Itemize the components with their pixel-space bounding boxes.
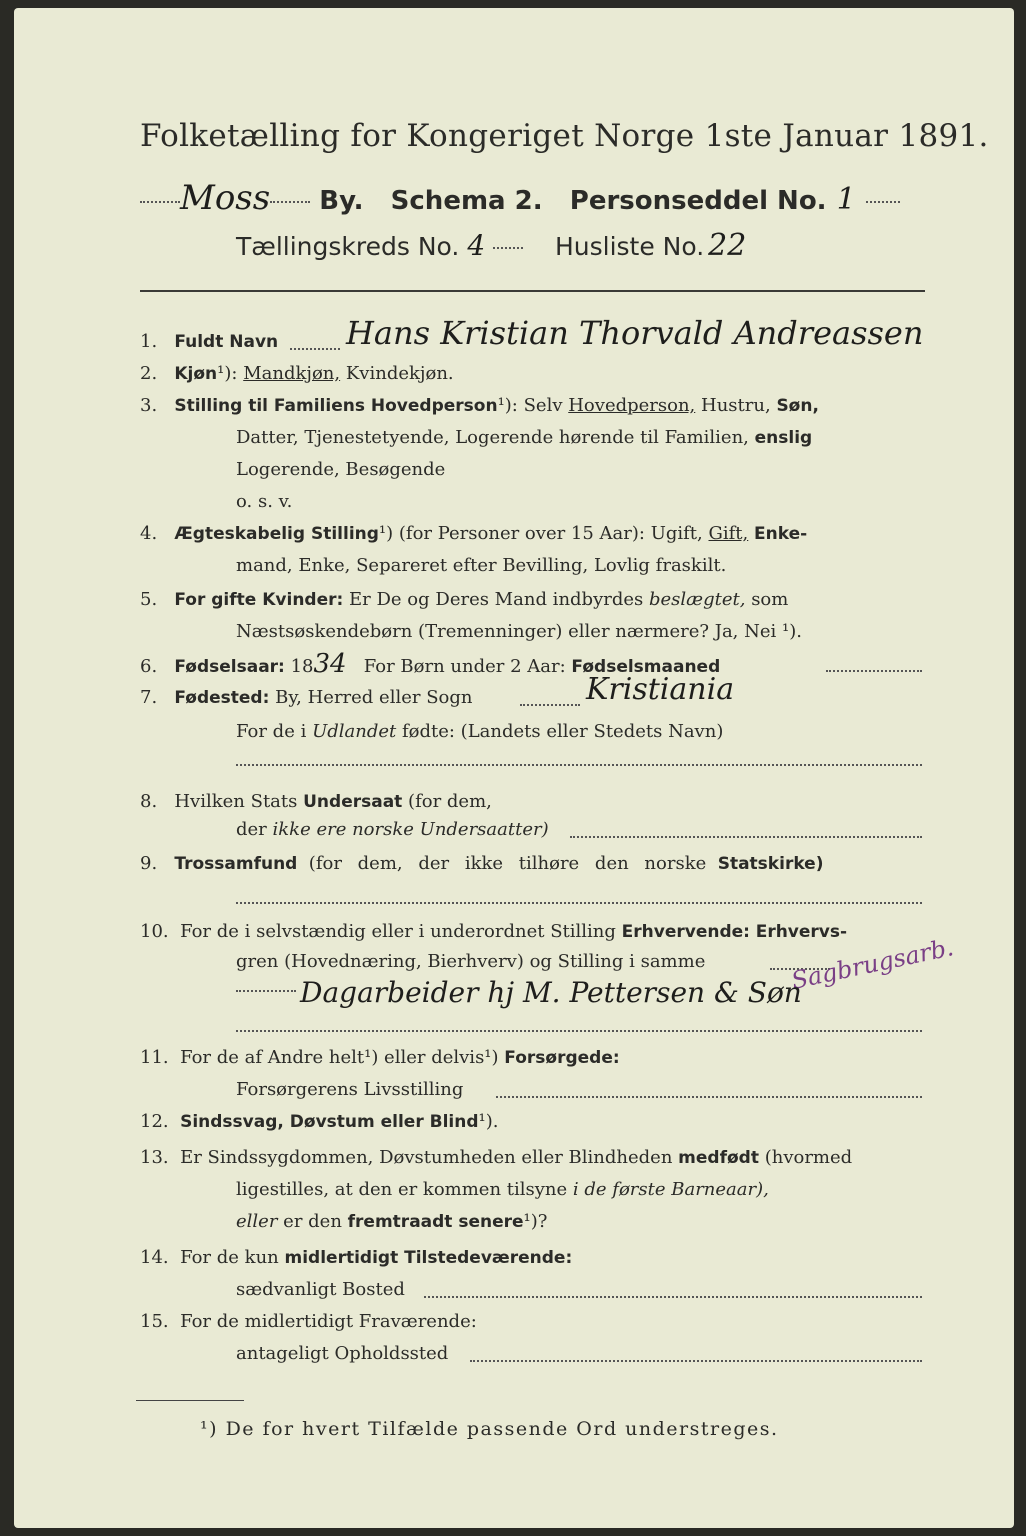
dotted-line bbox=[290, 348, 340, 350]
item-number: 5. bbox=[140, 589, 158, 610]
item-label: midlertidigt Tilstedeværende: bbox=[284, 1248, 573, 1268]
item-text: som bbox=[751, 589, 789, 610]
item-1 bbox=[140, 326, 278, 358]
item-text: er den bbox=[283, 1211, 342, 1232]
item-label: Fuldt Navn bbox=[174, 332, 279, 352]
item-11 bbox=[140, 1042, 620, 1074]
item-12 bbox=[140, 1106, 499, 1138]
item-label: Statskirke) bbox=[717, 854, 824, 874]
item-number: 4. bbox=[140, 523, 158, 544]
item-text: beslægtet, bbox=[649, 589, 746, 610]
option-kvindekjon: Kvindekjøn. bbox=[345, 363, 454, 384]
item-number: 11. bbox=[140, 1047, 169, 1068]
note-marker: ¹): bbox=[217, 363, 238, 384]
item-4-line-2: mand, Enke, Separeret efter Bevilling, Lovlig fraskilt. bbox=[236, 555, 727, 576]
item-label: Stilling til Familiens Hovedperson bbox=[174, 396, 498, 416]
item-label: Ægteskabelig Stilling bbox=[174, 524, 379, 544]
item-number: 1. bbox=[140, 331, 158, 352]
item-text: ikke ere norske Undersaatter) bbox=[272, 819, 549, 840]
dotted-line bbox=[826, 670, 922, 672]
item-text: Hvilken Stats bbox=[174, 791, 298, 812]
item-3 bbox=[140, 390, 819, 422]
dotted-line bbox=[520, 704, 580, 706]
occupation-answer: Dagarbeider hj M. Pettersen & Søn bbox=[300, 976, 802, 1009]
item-text: ligestilles, at den er kommen tilsyne bbox=[236, 1179, 568, 1200]
item-label: Sindssvag, Døvstum eller Blind bbox=[180, 1112, 479, 1132]
item-text: Udlandet bbox=[312, 721, 397, 742]
item-label: Undersaat bbox=[303, 792, 403, 812]
item-text: For de bbox=[180, 1311, 239, 1332]
item-15-line-2: antageligt Opholdssted bbox=[236, 1343, 449, 1364]
option-hustru: Hustru, bbox=[701, 395, 771, 416]
item-15 bbox=[140, 1306, 477, 1338]
item-label: fremtraadt senere bbox=[347, 1212, 524, 1232]
item-13-line-2 bbox=[236, 1174, 769, 1206]
option-gift: Gift, bbox=[708, 523, 749, 544]
item-number: 12. bbox=[140, 1111, 169, 1132]
option-enslig: enslig bbox=[754, 428, 813, 448]
item-label: medfødt bbox=[678, 1148, 759, 1168]
item-label: Forsørgede: bbox=[504, 1048, 620, 1068]
item-number: 7. bbox=[140, 687, 158, 708]
option-son: Søn, bbox=[776, 396, 819, 416]
item-text: For de i selvstændig eller i underordnet Stilling bbox=[180, 921, 616, 942]
item-9 bbox=[140, 848, 823, 880]
item-text: (hvormed bbox=[764, 1147, 853, 1168]
item-number: 9. bbox=[140, 853, 158, 874]
item-7 bbox=[140, 682, 472, 714]
item-label: Erhvervs- bbox=[755, 922, 848, 942]
item-10-line-2: gren (Hovednæring, Bierhverv) og Stilling i samme bbox=[236, 951, 706, 972]
item-13-line-3 bbox=[236, 1206, 547, 1238]
item-2 bbox=[140, 358, 454, 390]
item-number: 13. bbox=[140, 1147, 169, 1168]
footnote-rule bbox=[136, 1400, 244, 1401]
item-text: Er De og Deres Mand indbyrdes bbox=[349, 589, 644, 610]
item-label: Fødselsaar: bbox=[174, 657, 285, 677]
item-14 bbox=[140, 1242, 572, 1274]
dotted-line bbox=[570, 836, 922, 838]
item-7-line-2 bbox=[236, 716, 723, 748]
option-enkemand: Enke- bbox=[754, 524, 808, 544]
item-text: eller bbox=[236, 1211, 278, 1232]
birth-year-answer: 34 bbox=[313, 649, 347, 679]
item-text: ¹) (for Personer over 15 Aar): Ugift, bbox=[378, 523, 703, 544]
item-10 bbox=[140, 916, 847, 948]
item-text: For Børn under 2 Aar: bbox=[363, 656, 566, 677]
item-label: For gifte Kvinder: bbox=[174, 590, 344, 610]
item-number: 10. bbox=[140, 921, 169, 942]
note-marker: ¹)? bbox=[523, 1211, 548, 1232]
husliste-label: Husliste No. bbox=[554, 232, 705, 261]
item-text: For de af Andre helt¹) eller delvis¹) bbox=[180, 1047, 499, 1068]
item-label: midlertidigt Fraværende: bbox=[244, 1311, 477, 1332]
kreds-label: Tællingskreds No. bbox=[236, 232, 460, 261]
item-text: fødte: (Landets eller Stedets Navn) bbox=[401, 721, 724, 742]
option-hovedperson: Hovedperson, bbox=[568, 395, 696, 416]
item-text: i de første Barneaar), bbox=[572, 1179, 769, 1200]
full-name-answer: Hans Kristian Thorvald Andreassen bbox=[346, 314, 924, 352]
item-number: 14. bbox=[140, 1247, 169, 1268]
item-5-line-2: Næstsøskendebørn (Tremenninger) eller nærmere? Ja, Nei ¹). bbox=[236, 621, 802, 642]
item-number: 6. bbox=[140, 656, 158, 677]
personseddel-label: Personseddel No. bbox=[569, 186, 827, 216]
note-marker: ¹). bbox=[478, 1111, 499, 1132]
item-label: Kjøn bbox=[174, 364, 218, 384]
item-13 bbox=[140, 1142, 852, 1174]
husliste-no: 22 bbox=[708, 228, 747, 263]
dotted-line bbox=[424, 1296, 922, 1298]
item-3-line-4: o. s. v. bbox=[236, 491, 293, 512]
item-text: der bbox=[236, 819, 267, 840]
by-label: By. bbox=[319, 186, 364, 216]
item-5 bbox=[140, 584, 788, 616]
kreds-line bbox=[236, 228, 750, 263]
dotted-line bbox=[236, 990, 296, 992]
dotted-line bbox=[236, 1030, 922, 1032]
item-number: 3. bbox=[140, 395, 158, 416]
item-label: Fødested: bbox=[174, 688, 270, 708]
item-label: Trossamfund bbox=[174, 854, 298, 874]
item-number: 2. bbox=[140, 363, 158, 384]
occupation-stamp: Sagbrugsarb. bbox=[788, 933, 956, 995]
item-text: For de kun bbox=[180, 1247, 279, 1268]
item-text: By, Herred eller Sogn bbox=[275, 687, 473, 708]
item-4 bbox=[140, 518, 807, 550]
item-11-line-2: Forsørgerens Livsstilling bbox=[236, 1079, 464, 1100]
item-text: Er Sindssygdommen, Døvstumheden eller Blindheden bbox=[180, 1147, 673, 1168]
footnote: ¹) De for hvert Tilfælde passende Ord understreges. bbox=[200, 1418, 779, 1440]
header-divider bbox=[140, 290, 925, 292]
kreds-no: 4 bbox=[467, 229, 486, 262]
form-title: Folketælling for Kongeriget Norge 1ste Januar 1891. bbox=[140, 118, 989, 154]
item-text: ¹): Selv bbox=[497, 395, 563, 416]
item-text: (for dem, der ikke tilhøre den norske bbox=[308, 853, 707, 874]
item-14-line-2: sædvanligt Bosted bbox=[236, 1279, 405, 1300]
town-line bbox=[140, 178, 900, 218]
personseddel-no: 1 bbox=[836, 182, 856, 217]
item-label: Fødselsmaaned bbox=[571, 657, 721, 677]
schema-label: Schema 2. bbox=[390, 186, 543, 216]
item-text: Datter, Tjenestetyende, Logerende hørende til Familien, bbox=[236, 427, 749, 448]
item-text: (for dem, bbox=[408, 791, 492, 812]
dotted-line bbox=[470, 1360, 922, 1362]
town-handwritten: Moss bbox=[180, 178, 271, 218]
item-number: 15. bbox=[140, 1311, 169, 1332]
birthplace-answer: Kristiania bbox=[586, 672, 735, 707]
dotted-line bbox=[496, 1096, 922, 1098]
item-text: For de i bbox=[236, 721, 307, 742]
item-8-line-2 bbox=[236, 814, 549, 846]
dotted-line bbox=[236, 902, 922, 904]
option-mandkjon: Mandkjøn, bbox=[243, 363, 341, 384]
dotted-line bbox=[236, 764, 922, 766]
year-prefix: 18 bbox=[290, 656, 314, 677]
item-label: Erhvervende: bbox=[621, 922, 750, 942]
item-3-line-2 bbox=[236, 422, 812, 454]
item-3-line-3: Logerende, Besøgende bbox=[236, 459, 446, 480]
item-number: 8. bbox=[140, 791, 158, 812]
